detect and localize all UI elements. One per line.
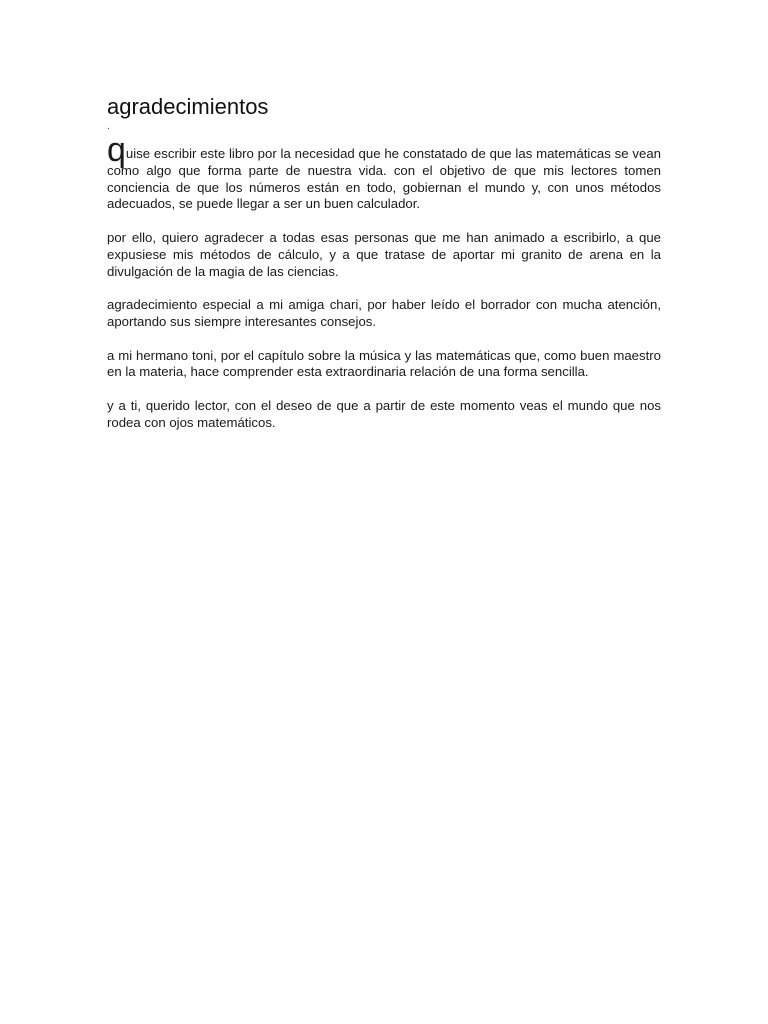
title-separator: . bbox=[107, 121, 110, 132]
paragraph-intro-text: uise escribir este libro por la necesidad que he constatado de que las matemáticas se vean como algo que forma parte de nuestra vida. con el objetivo de que mis lectores tomen conciencia de que los números están en todo, gobiernan el mundo y, con unos métodos adecuados, se puede llegar a ser un buen calculador. bbox=[107, 146, 661, 212]
document-page bbox=[107, 92, 661, 448]
paragraph-special-thanks: agradecimiento especial a mi amiga chari, por haber leído el borrador con mucha atención, aportando sus siempre interesantes consejos. bbox=[107, 297, 661, 329]
paragraph-thanks: por ello, quiero agradecer a todas esas personas que me han animado a escribirlo, a que expusiese mis métodos de cálculo, y a que tratase de aportar mi granito de arena en la divulgación de la magia de las ciencias. bbox=[107, 229, 661, 279]
page-title: agradecimientos bbox=[107, 94, 269, 119]
paragraph-brother: a mi hermano toni, por el capítulo sobre la música y las matemáticas que, como buen maestro en la materia, hace comprender esta extraordinaria relación de una forma sencilla. bbox=[107, 347, 661, 380]
paragraph-reader: y a ti, querido lector, con el deseo de que a partir de este momento veas el mundo que nos rodea con ojos matemáticos. bbox=[107, 397, 661, 430]
drop-cap: q bbox=[107, 131, 126, 169]
paragraph-intro bbox=[107, 131, 661, 213]
